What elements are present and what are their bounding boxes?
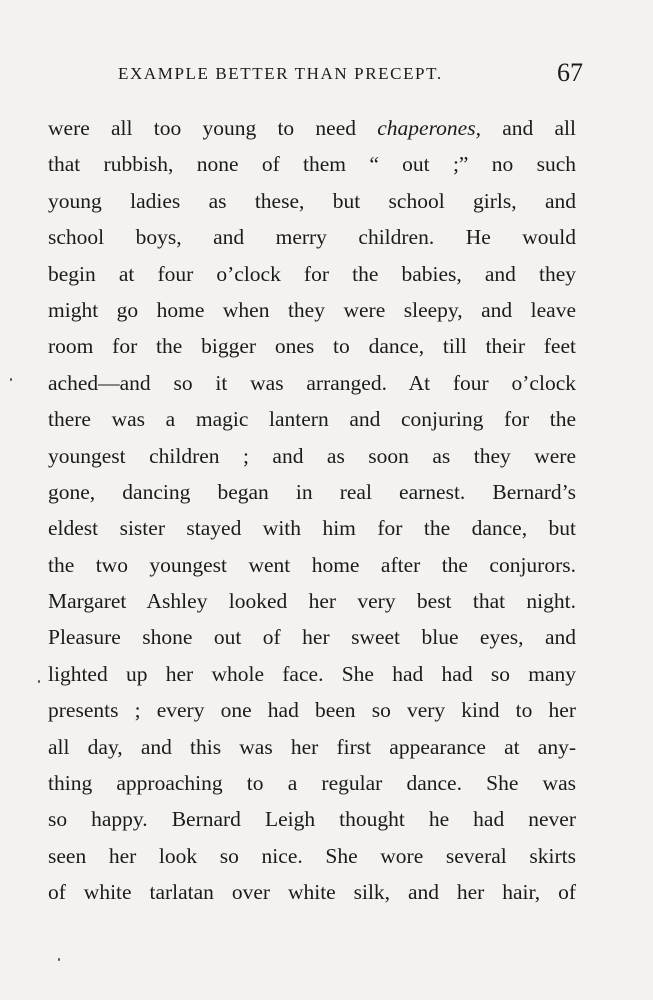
text-line: that rubbish, none of them “ out ;” no such xyxy=(48,152,576,177)
text-line: seen her look so nice. She wore several skirts xyxy=(48,843,576,868)
text-segment: and all xyxy=(480,116,576,140)
text-line: youngest children ; and as soon as they were xyxy=(48,443,576,468)
text-segment: were all too young to need xyxy=(48,116,378,140)
text-line: eldest sister stayed with him for the dance, but xyxy=(48,516,576,541)
paper-speck xyxy=(58,958,60,961)
text-line: school boys, and merry children. He would xyxy=(48,225,576,250)
text-line: lighted up her whole face. She had had so many xyxy=(48,661,576,686)
text-line: young ladies as these, but school girls, and xyxy=(48,188,576,213)
text-line: Pleasure shone out of her sweet blue eyes, and xyxy=(48,625,576,650)
text-line: might go home when they were sleepy, and leave xyxy=(48,297,576,322)
paper-speck xyxy=(10,378,12,381)
text-line: ached—and so it was arranged. At four o’clock xyxy=(48,370,576,395)
text-line: begin at four o’clock for the babies, and they xyxy=(48,261,576,286)
text-line: the two youngest went home after the conjurors. xyxy=(48,552,576,577)
text-line: thing approaching to a regular dance. She was xyxy=(48,771,576,796)
text-line: all day, and this was her first appearance at any- xyxy=(48,734,576,759)
paper-speck xyxy=(38,680,40,683)
text-line: of white tarlatan over white silk, and her hair, of xyxy=(48,880,576,905)
text-line: gone, dancing began in real earnest. Bernard’s xyxy=(48,479,576,504)
text-line: Margaret Ashley looked her very best that night. xyxy=(48,589,576,614)
text-line: there was a magic lantern and conjuring for the xyxy=(48,407,576,432)
text-line: presents ; every one had been so very kind to her xyxy=(48,698,576,723)
page-number: 67 xyxy=(557,58,583,87)
running-head xyxy=(113,58,583,94)
running-title: EXAMPLE BETTER THAN PRECEPT. xyxy=(118,64,443,83)
text-line: so happy. Bernard Leigh thought he had never xyxy=(48,807,576,832)
italic-word: chaperones, xyxy=(377,116,481,140)
body-text xyxy=(48,110,576,911)
text-line xyxy=(48,110,576,146)
text-line: room for the bigger ones to dance, till their feet xyxy=(48,334,576,359)
